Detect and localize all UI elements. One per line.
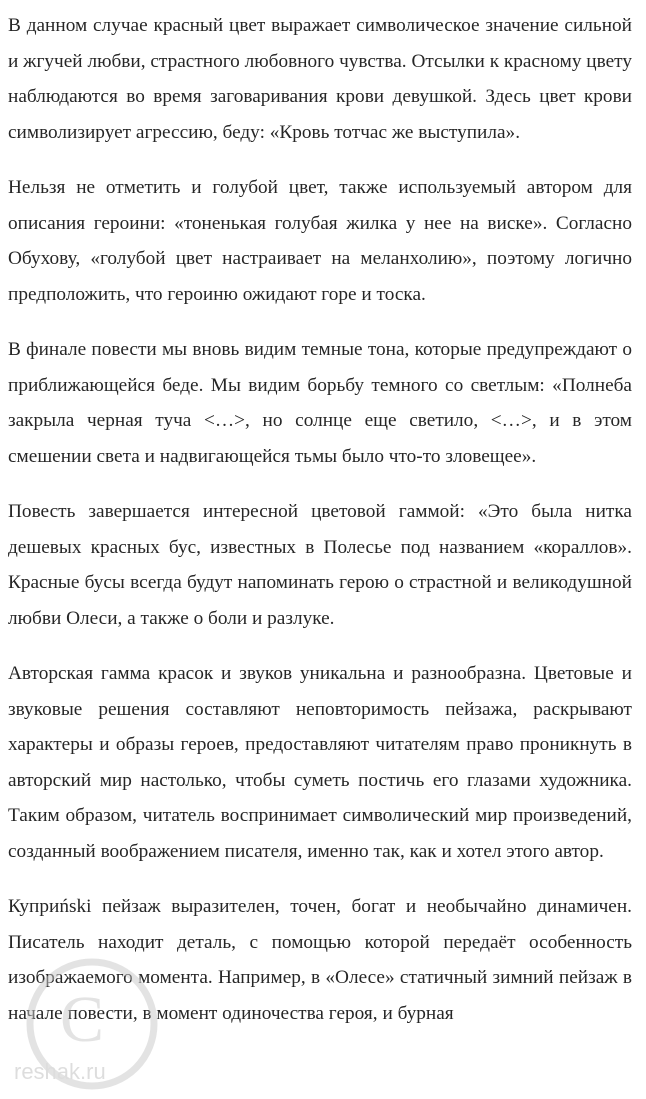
watermark-text: reshak.ru — [14, 1059, 106, 1084]
paragraph: Повесть завершается интересной цветовой гаммой: «Это была нитка дешевых красных бус, известных в Полесье под названием «кораллов». Красные бусы всегда будут напоминать герою о страстной и великодушной любви Олеси, а также о боли и разлуке. — [8, 501, 632, 629]
paragraph: В финале повести мы вновь видим темные тона, которые предупреждают о приближающейся беде. Мы видим борьбу темного со светлым: «Полнеба закрыла черная туча <…>, но солнце еще светило, <…>, и в этом смешении света и надвигающейся тьмы было что-то зловещее». — [8, 339, 632, 467]
svg-text:C: C — [60, 983, 105, 1056]
paragraph: Куприński пейзаж выразителен, точен, богат и необычайно динамичен. Писатель находит деталь, с помощью которой передаёт особенность изображаемого момента. Например, в «Олесе» статичный зимний пейзаж в начале повести, в момент одиночества героя, и бурная — [8, 896, 632, 1024]
paragraph: Нельзя не отметить и голубой цвет, также используемый автором для описания героини: «тоненькая голубая жилка у нее на виске». Согласно Обухову, «голубой цвет настраивает на меланхолию», поэтому логично предположить, что героиню ожидают горе и тоска. — [8, 177, 632, 305]
paragraph: В данном случае красный цвет выражает символическое значение сильной и жгучей любви, страстного любовного чувства. Отсылки к красному цвету наблюдаются во время заговаривания крови девушкой. Здесь цвет крови символизирует агрессию, беду: «Кровь тотчас же выступила». — [8, 15, 632, 143]
paragraph: Авторская гамма красок и звуков уникальна и разнообразна. Цветовые и звуковые решения составляют неповторимость пейзажа, раскрывают характеры и образы героев, предоставляют читателям право проникнуть в авторский мир настолько, чтобы суметь постичь его глазами художника. Таким образом, читатель воспринимает символический мир произведений, созданный воображением писателя, именно так, как и хотел этого автор. — [8, 663, 632, 862]
document-body — [8, 8, 632, 1031]
